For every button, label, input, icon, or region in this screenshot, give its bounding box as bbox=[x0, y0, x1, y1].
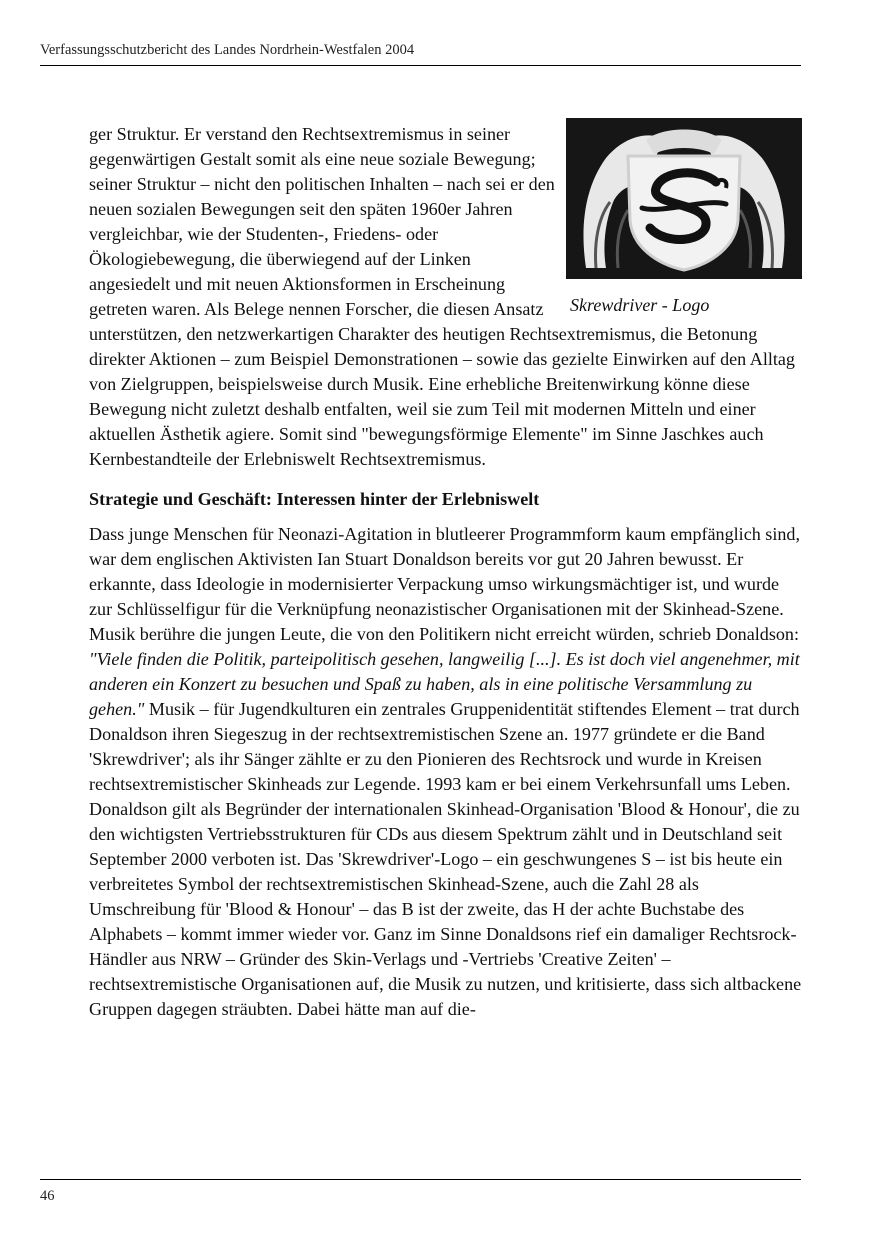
donaldson-quote: "Viele finden die Politik, parteipolitisch gesehen, langweilig [...]. Es ist doch viel angenehmer, mit anderen ein Konzert zu besuchen und Spaß zu haben, als in eine politische Versammlung zu gehen." bbox=[89, 649, 800, 719]
paragraph: ger Struktur. Er verstand den Rechtsextremismus in seiner gegenwärtigen Gestalt somit als eine neue soziale Bewegung; seiner Struktur – nicht den politischen Inhalten – nach sei er den neuen sozialen Bewegungen seit den späten 1960er Jahren vergleichbar, wie der Studenten-, Friedens- oder Ökologiebewegung, die überwiegend auf der Linken angesiedelt und mit neuen Aktionsformen in Erscheinung getreten waren. Als Belege nennen Forscher, die diesen Ansatz unterstützen, den netzwerkartigen Charakter des heutigen Rechtsextremismus, die Betonung direkter Aktionen – zum Beispiel Demonstrationen – sowie das gezielte Einwirken auf den Alltag von Zielgruppen, beispielsweise durch Musik. Eine erhebliche Breitenwirkung könne diese Bewegung nicht zuletzt deshalb entfalten, weil sie zum Teil mit modernen Mitteln und einer aktuellen Ästhetik agiere. Somit sind "bewegungsförmige Elemente" im Sinne Jaschkes auch Kernbestandteile der Erlebniswelt Rechtsextremismus. bbox=[89, 124, 795, 469]
paragraph-text: Musik – für Jugendkulturen ein zentrales Gruppenidentität stiftendes Element – trat durch Donaldson ihren Siegeszug in der rechtsextremistischen Szene an. 1977 gründete er die Band 'Skrewdriver'; als ihr Sänger zählte er zu den Pionieren des Rechtsrock und wurde in Kreisen rechtsextremistischer Skinheads zur Legende. 1993 kam er bei einem Verkehrsunfall ums Leben. Donaldson gilt als Begründer der internationalen Skinhead-Organisation 'Blood & Honour', die zu den wichtigsten Vertriebsstrukturen für CDs aus diesem Spektrum zählt und in Deutschland seit September 2000 verboten ist. Das 'Skrewdriver'-Logo – ein geschwungenes S – ist bis heute ein verbreitetes Symbol der rechtsextremistischen Skinhead-Szene, auch die Zahl 28 als Umschreibung für 'Blood & Honour' – das B ist der zweite, das H der achte Buchstabe des Alphabets – kommt immer wieder vor. Ganz im Sinne Donaldsons rief ein damaliger Rechtsrock-Händler aus NRW – Gründer des Skin-Verlags und -Vertriebs 'Creative Zeiten' – rechtsextremistische Organisationen auf, die Musik zu nutzen, und kritisierte, dass sich altbackene Gruppen dagegen sträubten. Dabei hätte man auf die- bbox=[89, 699, 802, 1019]
header-divider bbox=[40, 65, 801, 66]
page-number: 46 bbox=[40, 1188, 55, 1204]
figure-caption: Skrewdriver - Logo bbox=[570, 295, 710, 315]
page-body bbox=[89, 122, 802, 1022]
paragraph bbox=[89, 522, 802, 1022]
section-heading: Strategie und Geschäft: Interessen hinter der Erlebniswelt bbox=[89, 489, 540, 509]
running-title: Verfassungsschutzbericht des Landes Nordrhein-Westfalen 2004 bbox=[40, 42, 415, 58]
logo-figure bbox=[566, 118, 802, 318]
footer-divider bbox=[40, 1179, 801, 1180]
paragraph-text: Dass junge Menschen für Neonazi-Agitation in blutleerer Programmform kaum empfänglich sind, war dem englischen Aktivisten Ian Stuart Donaldson bereits vor gut 20 Jahren bewusst. Er erkannte, dass Ideologie in modernisierter Verpackung umso wirkungsmächtiger ist, und wurde zur Schlüsselfigur für die Verknüpfung neonazistischer Organisationen mit der Skinhead-Szene. Musik berühre die jungen Leute, die von den Politikern nicht erreicht würden, schrieb Donaldson: bbox=[89, 524, 800, 644]
skrewdriver-logo-icon bbox=[566, 118, 802, 279]
